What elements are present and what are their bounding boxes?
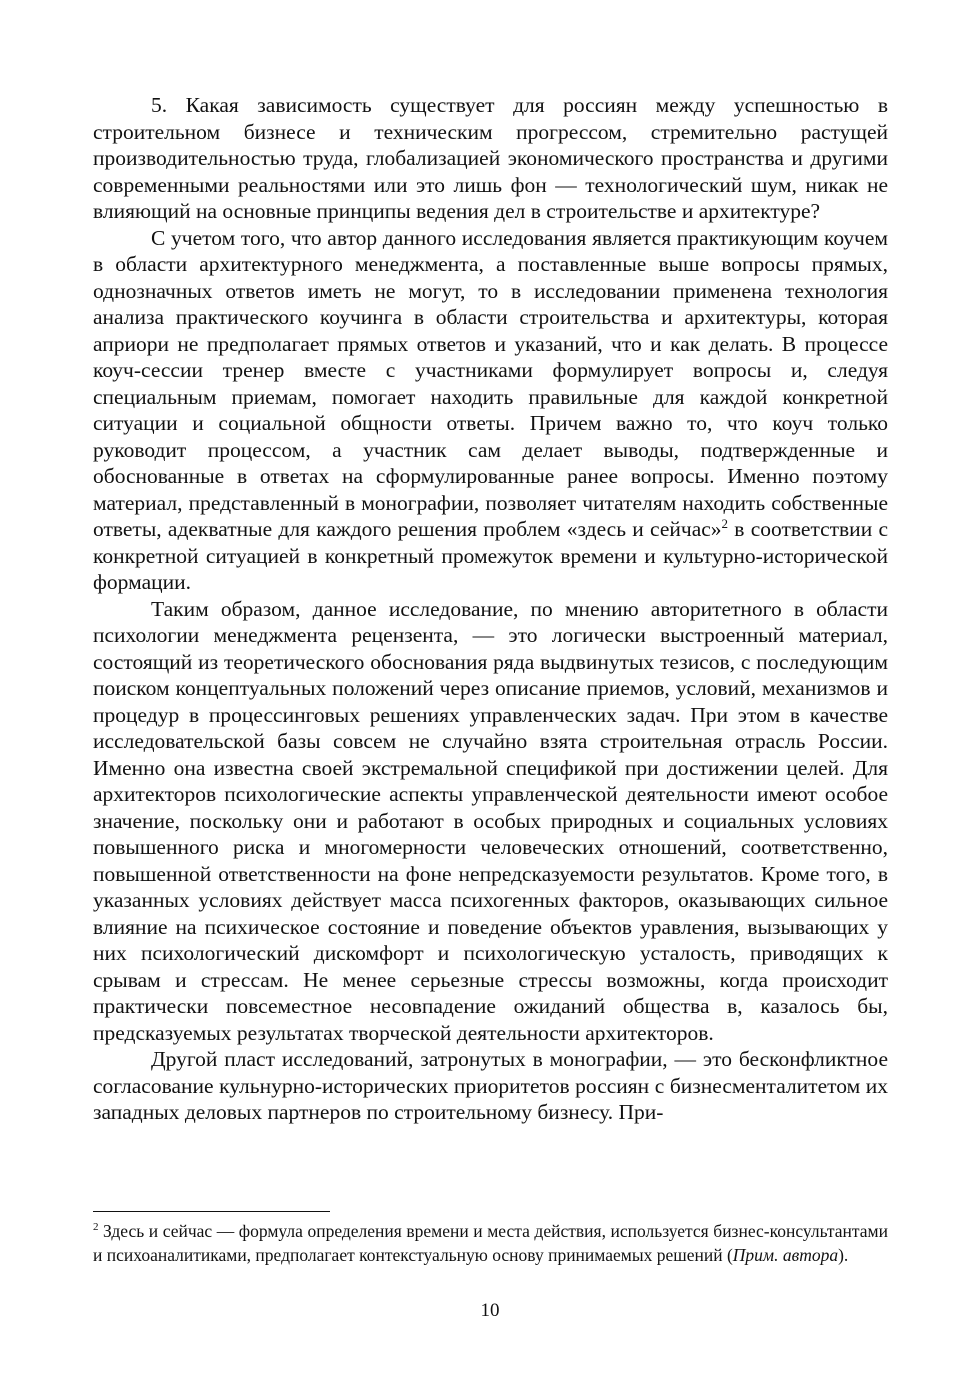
footnote: [93, 1219, 888, 1267]
paragraph-text: в соответствии с конкретной ситуацией в конкретный промежуток времени и культурно-исторической формации.: [93, 517, 889, 594]
paragraph-review-summary: Таким образом, данное исследование, по мнению авторитетного в области психологии менеджмента рецензента, — это логически выстроенный материал, состоящий из теоретического обоснования ряда выдвинутых тезисов, с последующим поиском концептуальных положений через описание приемов, условий, механизмов и процедур в процессинговых решениях управленческих задач. При этом в качестве исследовательской базы совсем не случайно взята строительная отрасль России. Именно она известна своей экстремальной спецификой при достижении целей. Для архитекторов психологические аспекты управленческой деятельности имеют особое значение, поскольку они и работают в особых природных и социальных условиях повышенного риска и многомерности человеческих отношений, соответственно, повышенной ответственности на фоне непредсказуемости результатов. Кроме того, в указанных условиях действует масса психогенных факторов, оказывающих сильное влияние на психическое состояние и поведение объектов уравления, вызывающих у них психологический дискомфорт и психологическую усталость, приводящих к срывам и стрессам. Не менее серьезные стрессы возможны, когда происходит практически повсеместное несовпадение ожиданий общества в, казалось бы, предсказуемых результатах творческой деятельности архитекторов.: [93, 596, 888, 1045]
body-text: [93, 92, 888, 1126]
paragraph-coaching-method: [93, 225, 888, 596]
paragraph-question-5: 5. Какая зависимость существует для россиян между успешностью в строительном бизнесе и техническим прогрессом, стремительно растущей производительностью труда, глобализацией экономического пространства и другими современными реальностями или это лишь фон — технологический шум, никак не влияющий на основные принципы ведения дел в строительстве и архитектуре?: [93, 93, 888, 223]
footnote-separator: [93, 1211, 330, 1212]
paragraph-text: С учетом того, что автор данного исследования является практикующим коучем в области архитектурного менеджмента, а поставленные выше вопросы прямых, однозначных ответов иметь не могут, то в исследовании применена технология анализа практического коучинга в области строительства и архитектуры, которая априори не предполагает прямых ответов и указаний, что и как делать. В процессе коуч-сессии тренер вместе с участниками формулирует вопросы и, следуя специальным приемам, помогает находить правильные для каждой конкретной ситуации и социальной общности ответы. Причем важно то, что коуч только руководит процессом, а участник сам делает выводы, подтвержденные и обоснованные в ответах на сформулированные ранее вопросы. Именно поэтому материал, представленный в монографии, позволяет читателям находить собственные ответы, адекватные для каждого решения проблем «здесь и сейчас»: [93, 225, 888, 541]
footnote-body: Здесь и сейчас — формула определения времени и места действия, используется бизнес-консультантами и психоаналитиками, предполагает контекстуальную основу принимаемых решений (: [93, 1221, 888, 1265]
footnote-text: [93, 1219, 888, 1267]
page-number: 10: [480, 1300, 500, 1321]
footnote-marker: 2: [93, 1221, 99, 1234]
footnote-end: ).: [838, 1245, 849, 1265]
footnote-author-note: Прим. автора: [732, 1245, 839, 1265]
paragraph-research-layer: Другой пласт исследований, затронутых в монографии, — это бесконфликтное согласование кульнурно-исторических приоритетов россиян с бизнесменталитетом их западных деловых партнеров по строительному бизнесу. При-: [93, 1047, 888, 1124]
footnote-reference[interactable]: 2: [721, 515, 729, 531]
